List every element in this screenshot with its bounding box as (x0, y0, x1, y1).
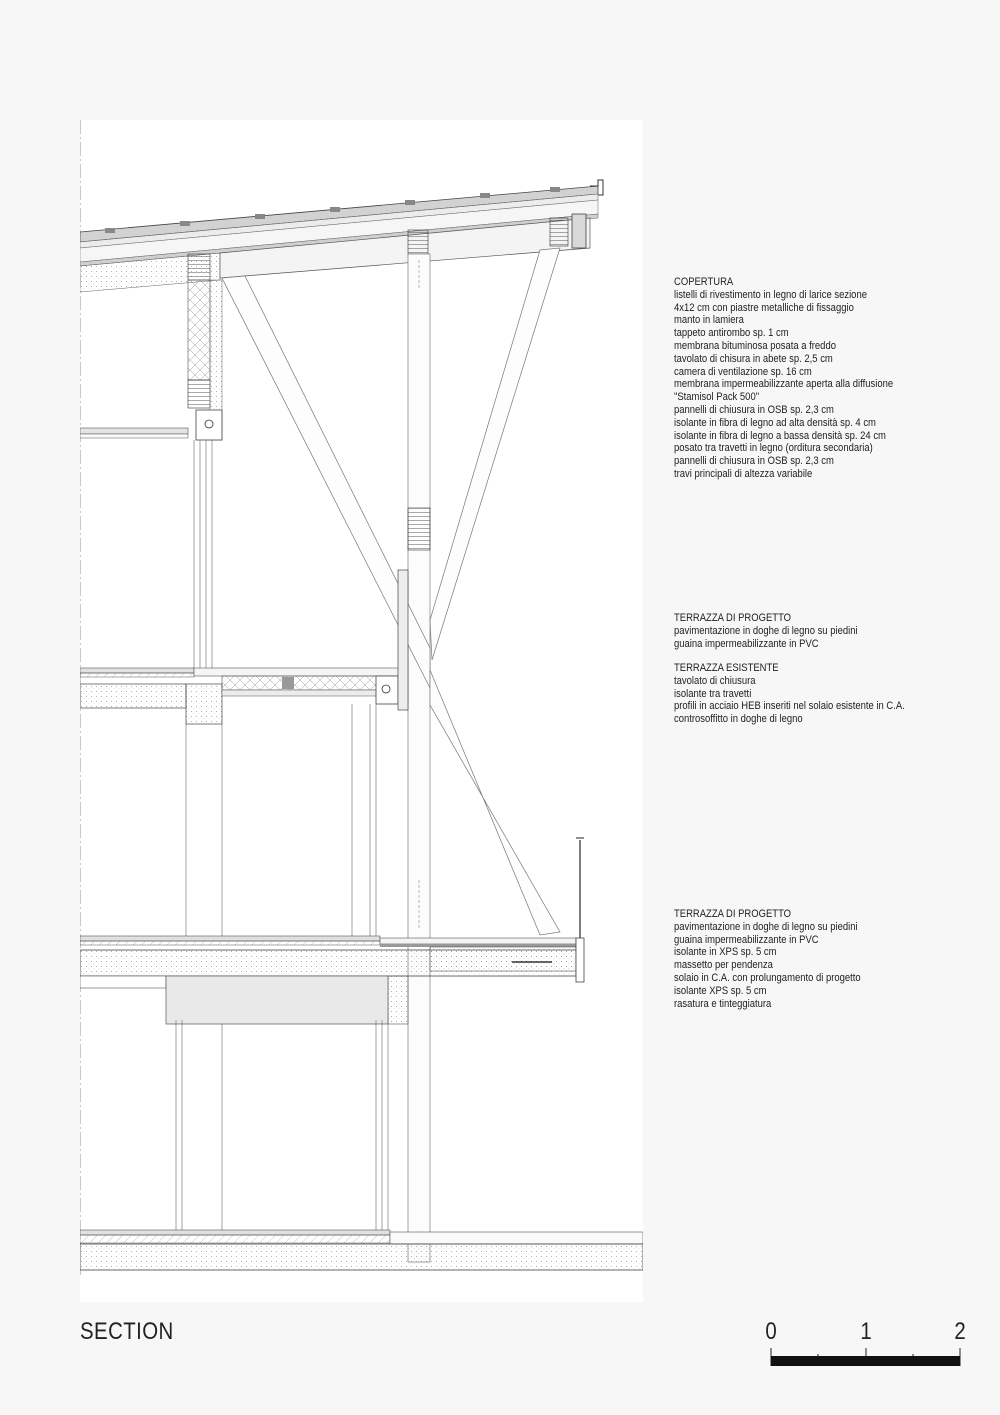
note-line: rasatura e tinteggiatura (674, 997, 772, 1010)
note-heading: TERRAZZA ESISTENTE (674, 662, 779, 674)
note-line: guaina impermeabilizzante in PVC (674, 637, 819, 650)
note-line: pavimentazione in doghe di legno su piedini (674, 920, 858, 933)
lower-terrace (80, 838, 584, 1024)
note-line: profili in acciaio HEB inseriti nel solaio esistente in C.A. (674, 700, 905, 713)
note-line: tavolato di chiusura (674, 674, 756, 687)
note-line: controsoffitto in doghe di legno (674, 713, 803, 726)
central-column (408, 254, 430, 1262)
notes-terrazza-progetto-2 (674, 908, 932, 1010)
note-line: pavimentazione in doghe di legno su piedini (674, 624, 858, 637)
section-label: SECTION (80, 1318, 174, 1345)
note-line: isolante in fibra di legno ad alta densità sp. 4 cm (674, 416, 876, 429)
note-heading: COPERTURA (674, 276, 734, 288)
note-line: camera di ventilazione sp. 16 cm (674, 365, 812, 378)
note-heading: TERRAZZA DI PROGETTO (674, 612, 792, 624)
note-line: manto in lamiera (674, 314, 744, 327)
note-line: isolante in fibra di legno a bassa densità sp. 24 cm (674, 429, 886, 442)
note-line: posato tra travetti in legno (orditura secondaria) (674, 442, 873, 455)
notes-terrazza-progetto-1 (674, 612, 932, 650)
diagonal-braces (222, 248, 560, 935)
note-line: guaina impermeabilizzante in PVC (674, 933, 819, 946)
note-line: isolante in XPS sp. 5 cm (674, 946, 777, 959)
note-line: pannelli di chiusura in OSB sp. 2,3 cm (674, 403, 834, 416)
section-drawing (80, 120, 643, 1302)
note-line: "Stamisol Pack 500" (674, 391, 760, 404)
drawing-panel (80, 120, 643, 1302)
upper-ceiling (80, 410, 222, 440)
roof (80, 180, 603, 292)
note-line: tavolato di chisura in abete sp. 2,5 cm (674, 352, 833, 365)
glazing-lower (176, 1020, 388, 1230)
glazing-upper (194, 440, 212, 672)
scale-bar-graphic (766, 1344, 966, 1370)
note-line: travi principali di altezza variabile (674, 467, 813, 480)
note-line: massetto per pendenza (674, 959, 773, 972)
note-line: solaio in C.A. con prolungamento di progetto (674, 971, 861, 984)
note-line: membrana impermeabilizzante aperta alla diffusione (674, 378, 894, 391)
note-line: listelli di rivestimento in legno di larice sezione (674, 288, 867, 301)
note-line: tappeto antirombo sp. 1 cm (674, 327, 789, 340)
notes-terrazza-esistente (674, 662, 932, 726)
scale-label-1: 1 (860, 1318, 872, 1345)
note-heading: TERRAZZA DI PROGETTO (674, 908, 792, 920)
note-line: 4x12 cm con piastre metalliche di fissaggio (674, 301, 854, 314)
note-line: isolante XPS sp. 5 cm (674, 984, 767, 997)
glazing-middle (186, 704, 376, 936)
scale-label-2: 2 (954, 1318, 966, 1345)
scale-label-0: 0 (765, 1318, 777, 1345)
note-line: isolante tra travetti (674, 687, 752, 700)
ground-floor (80, 1230, 643, 1270)
note-line: pannelli di chiusura in OSB sp. 2,3 cm (674, 455, 834, 468)
notes-copertura (674, 276, 932, 481)
note-line: membrana bituminosa posata a freddo (674, 339, 836, 352)
middle-terrace (80, 570, 408, 724)
